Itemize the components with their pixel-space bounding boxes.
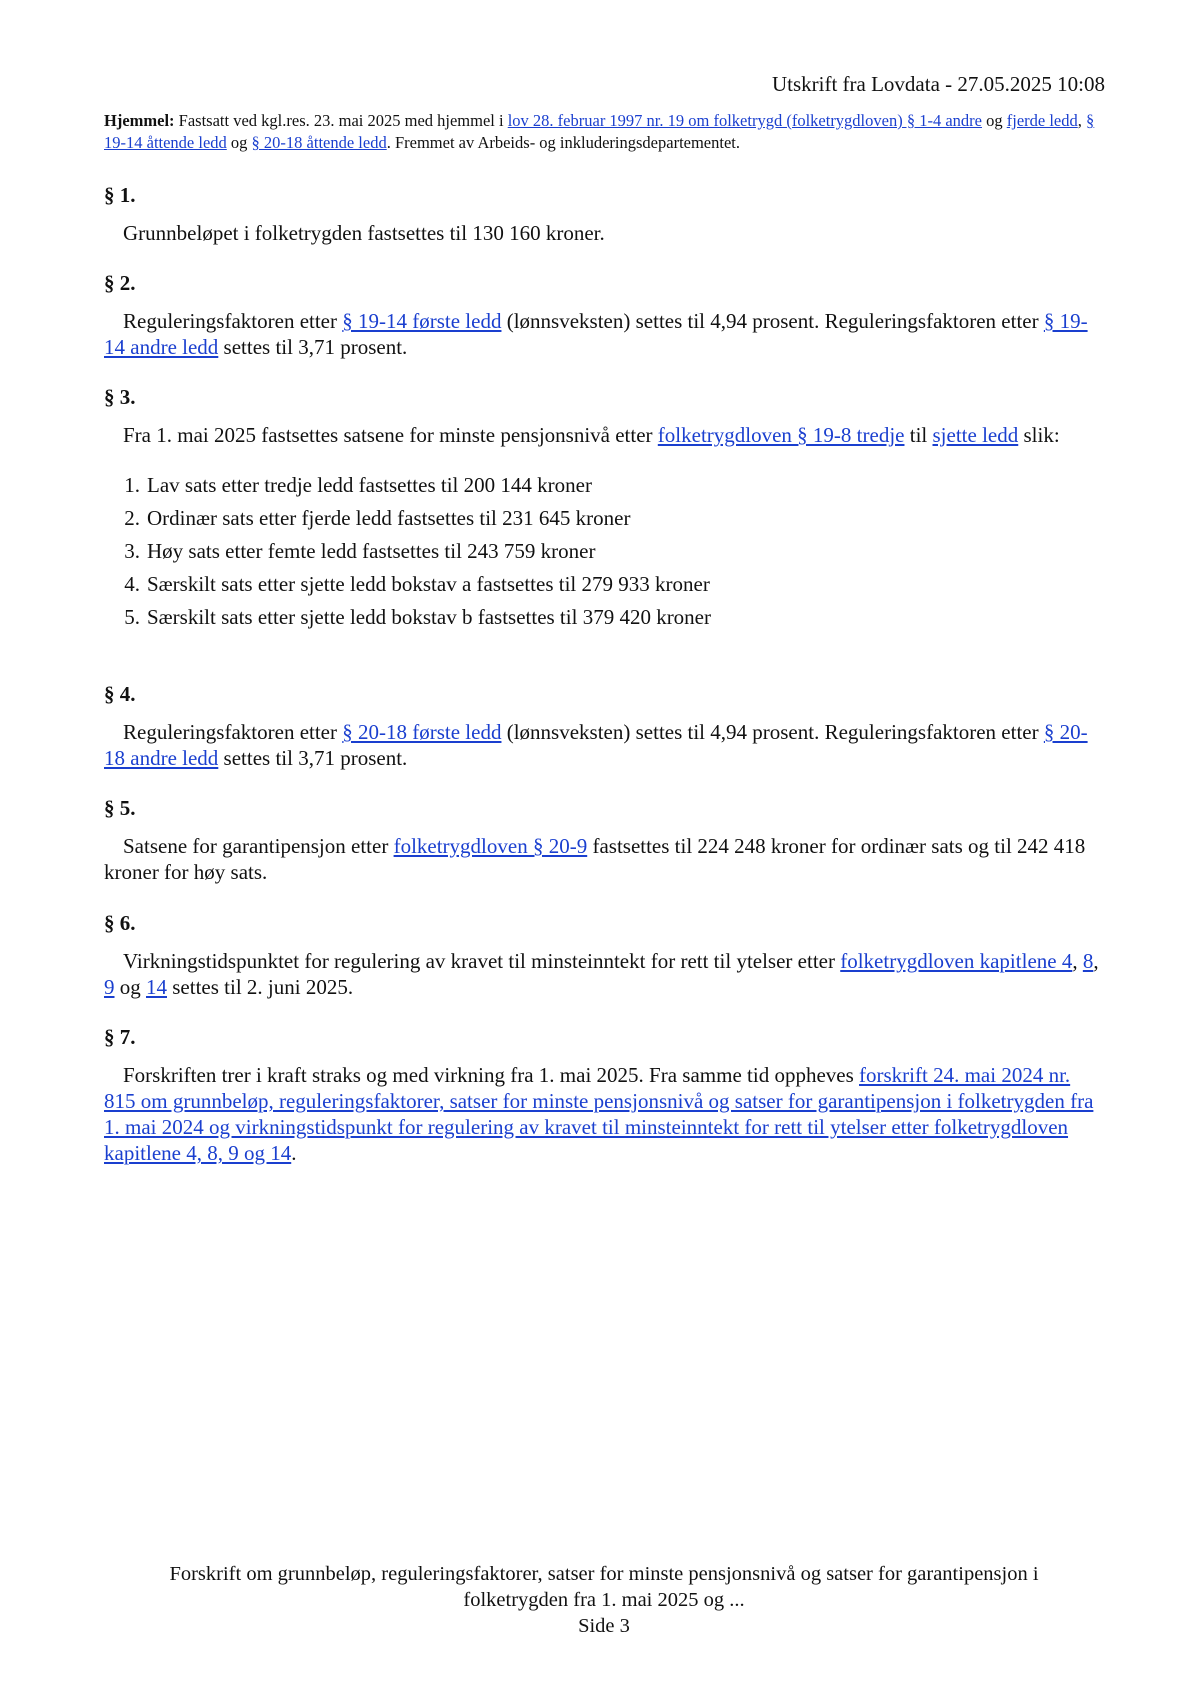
section-3-heading: § 3. xyxy=(104,385,136,409)
link-20-18-forste-ledd[interactable]: § 20-18 første ledd xyxy=(342,720,502,744)
hjemmel-text: Fastsatt ved kgl.res. 23. mai 2025 med hjemmel i xyxy=(174,111,508,130)
section-4-text xyxy=(104,719,1104,771)
list-item xyxy=(104,505,1104,538)
link-sjette-ledd[interactable]: sjette ledd xyxy=(932,423,1019,447)
list-item-text: Ordinær sats etter fjerde ledd fastsettes til 231 645 kroner xyxy=(147,506,631,530)
section-5-heading: § 5. xyxy=(104,796,136,820)
list-item-number: 5. xyxy=(124,605,140,629)
section-2-text-part: Reguleringsfaktoren etter xyxy=(123,309,343,333)
section-5-text-part: Satsene for garantipensjon etter xyxy=(123,834,394,858)
section-3-text xyxy=(104,422,1104,448)
list-item xyxy=(104,604,1104,637)
list-item-number: 1. xyxy=(124,473,140,497)
section-1-text: Grunnbeløpet i folketrygden fastsettes til 130 160 kroner. xyxy=(123,221,605,245)
section-7-heading: § 7. xyxy=(104,1025,136,1049)
section-2-text-part: (lønnsveksten) settes til 4,94 prosent. Reguleringsfaktoren etter xyxy=(501,309,1044,333)
list-item xyxy=(104,538,1104,571)
footer-title-line2: folketrygden fra 1. mai 2025 og ... xyxy=(463,1589,745,1611)
link-forskrift-2024-815[interactable]: forskrift 24. mai 2024 nr. 815 om grunnbeløp, reguleringsfaktorer, satser for minste pensjonsnivå og satser for garantipensjon i folketrygden fra 1. mai 2024 og virkningstidspunkt for regulering av kravet til minsteinntekt for rett til ytelser etter folketrygdloven kapitlene 4, 8, 9 og 14 xyxy=(104,1063,1094,1165)
link-19-14-forste-ledd[interactable]: § 19-14 første ledd xyxy=(342,309,502,333)
hjemmel-text: , xyxy=(1077,111,1086,130)
section-1-heading: § 1. xyxy=(104,183,136,207)
printout-timestamp: Utskrift fra Lovdata - 27.05.2025 10:08 xyxy=(771,72,1105,96)
list-item-text: Høy sats etter femte ledd fastsettes til 243 759 kroner xyxy=(147,539,596,563)
link-kapittel-9[interactable]: 9 xyxy=(104,975,115,999)
section-5-text xyxy=(104,833,1104,885)
list-item xyxy=(104,571,1104,604)
section-6-text-part: , xyxy=(1093,949,1099,973)
section-3-text-part: til xyxy=(904,423,933,447)
hjemmel-text: . Fremmet av Arbeids- og inkluderingsdepartementet. xyxy=(386,133,741,152)
section-6-text-part: og xyxy=(114,975,146,999)
list-item-text: Særskilt sats etter sjette ledd bokstav b fastsettes til 379 420 kroner xyxy=(147,605,711,629)
link-19-14-andre-ledd[interactable]: § 19-14 andre ledd xyxy=(104,309,1088,359)
section-6-text-part: Virkningstidspunktet for regulering av kravet til minsteinntekt for rett til ytelser etter xyxy=(123,949,841,973)
list-item-number: 2. xyxy=(124,506,140,530)
link-kapittel-14[interactable]: 14 xyxy=(146,975,167,999)
link-folketrygdloven-19-8-tredje[interactable]: folketrygdloven § 19-8 tredje xyxy=(657,423,905,447)
list-item-text: Lav sats etter tredje ledd fastsettes til 200 144 kroner xyxy=(147,473,592,497)
link-20-18-andre-ledd[interactable]: § 20-18 andre ledd xyxy=(104,720,1088,770)
link-19-14-attende-ledd[interactable]: § 19-14 åttende ledd xyxy=(104,111,1095,152)
link-fjerde-ledd[interactable]: fjerde ledd xyxy=(1006,111,1078,130)
section-4-text-part: (lønnsveksten) settes til 4,94 prosent. Reguleringsfaktoren etter xyxy=(501,720,1044,744)
list-item-number: 3. xyxy=(124,539,140,563)
section-7-text-part: . xyxy=(291,1141,297,1165)
hjemmel-label: Hjemmel: xyxy=(104,111,175,130)
list-item xyxy=(104,472,1104,505)
section-4-heading: § 4. xyxy=(104,682,136,706)
section-3-text-part: Fra 1. mai 2025 fastsettes satsene for minste pensjonsnivå etter xyxy=(123,423,658,447)
section-2-text xyxy=(104,308,1104,360)
footer-title-line1: Forskrift om grunnbeløp, reguleringsfaktorer, satser for minste pensjonsnivå og satser for garantipensjon i xyxy=(169,1563,1039,1585)
section-6-text xyxy=(104,948,1104,1000)
page-footer xyxy=(104,1561,1104,1639)
section-4-text-part: Reguleringsfaktoren etter xyxy=(123,720,343,744)
section-2-heading: § 2. xyxy=(104,271,136,295)
link-kapittel-8[interactable]: 8 xyxy=(1082,949,1094,973)
hjemmel-text: og xyxy=(981,111,1007,130)
section-6-text-part: , xyxy=(1072,949,1083,973)
section-4-text-part: settes til 3,71 prosent. xyxy=(218,746,408,770)
section-3-rates-list xyxy=(104,472,1104,637)
hjemmel-text: og xyxy=(226,133,252,152)
section-6-heading: § 6. xyxy=(104,911,136,935)
section-6-text-part: settes til 2. juni 2025. xyxy=(167,975,354,999)
link-folketrygdloven-kapitlene-4[interactable]: folketrygdloven kapitlene 4 xyxy=(840,949,1073,973)
section-7-text xyxy=(104,1062,1104,1166)
section-2-text-part: settes til 3,71 prosent. xyxy=(218,335,408,359)
section-7-text-part: Forskriften trer i kraft straks og med virkning fra 1. mai 2025. Fra samme tid oppheves xyxy=(123,1063,860,1087)
section-3-text-part: slik: xyxy=(1018,423,1060,447)
link-folketrygdloven-20-9[interactable]: folketrygdloven § 20-9 xyxy=(393,834,588,858)
page-number: Side 3 xyxy=(578,1615,630,1637)
link-20-18-attende-ledd[interactable]: § 20-18 åttende ledd xyxy=(251,133,387,152)
hjemmel-paragraph xyxy=(104,110,1104,154)
section-5-text-part: fastsettes til 224 248 kroner for ordinær sats og til 242 418 kroner for høy sats. xyxy=(104,834,1086,884)
list-item-text: Særskilt sats etter sjette ledd bokstav a fastsettes til 279 933 kroner xyxy=(147,572,710,596)
list-item-number: 4. xyxy=(124,572,140,596)
link-folketrygdloven-1-4[interactable]: lov 28. februar 1997 nr. 19 om folketrygd (folketrygdloven) § 1-4 andre xyxy=(507,111,982,130)
